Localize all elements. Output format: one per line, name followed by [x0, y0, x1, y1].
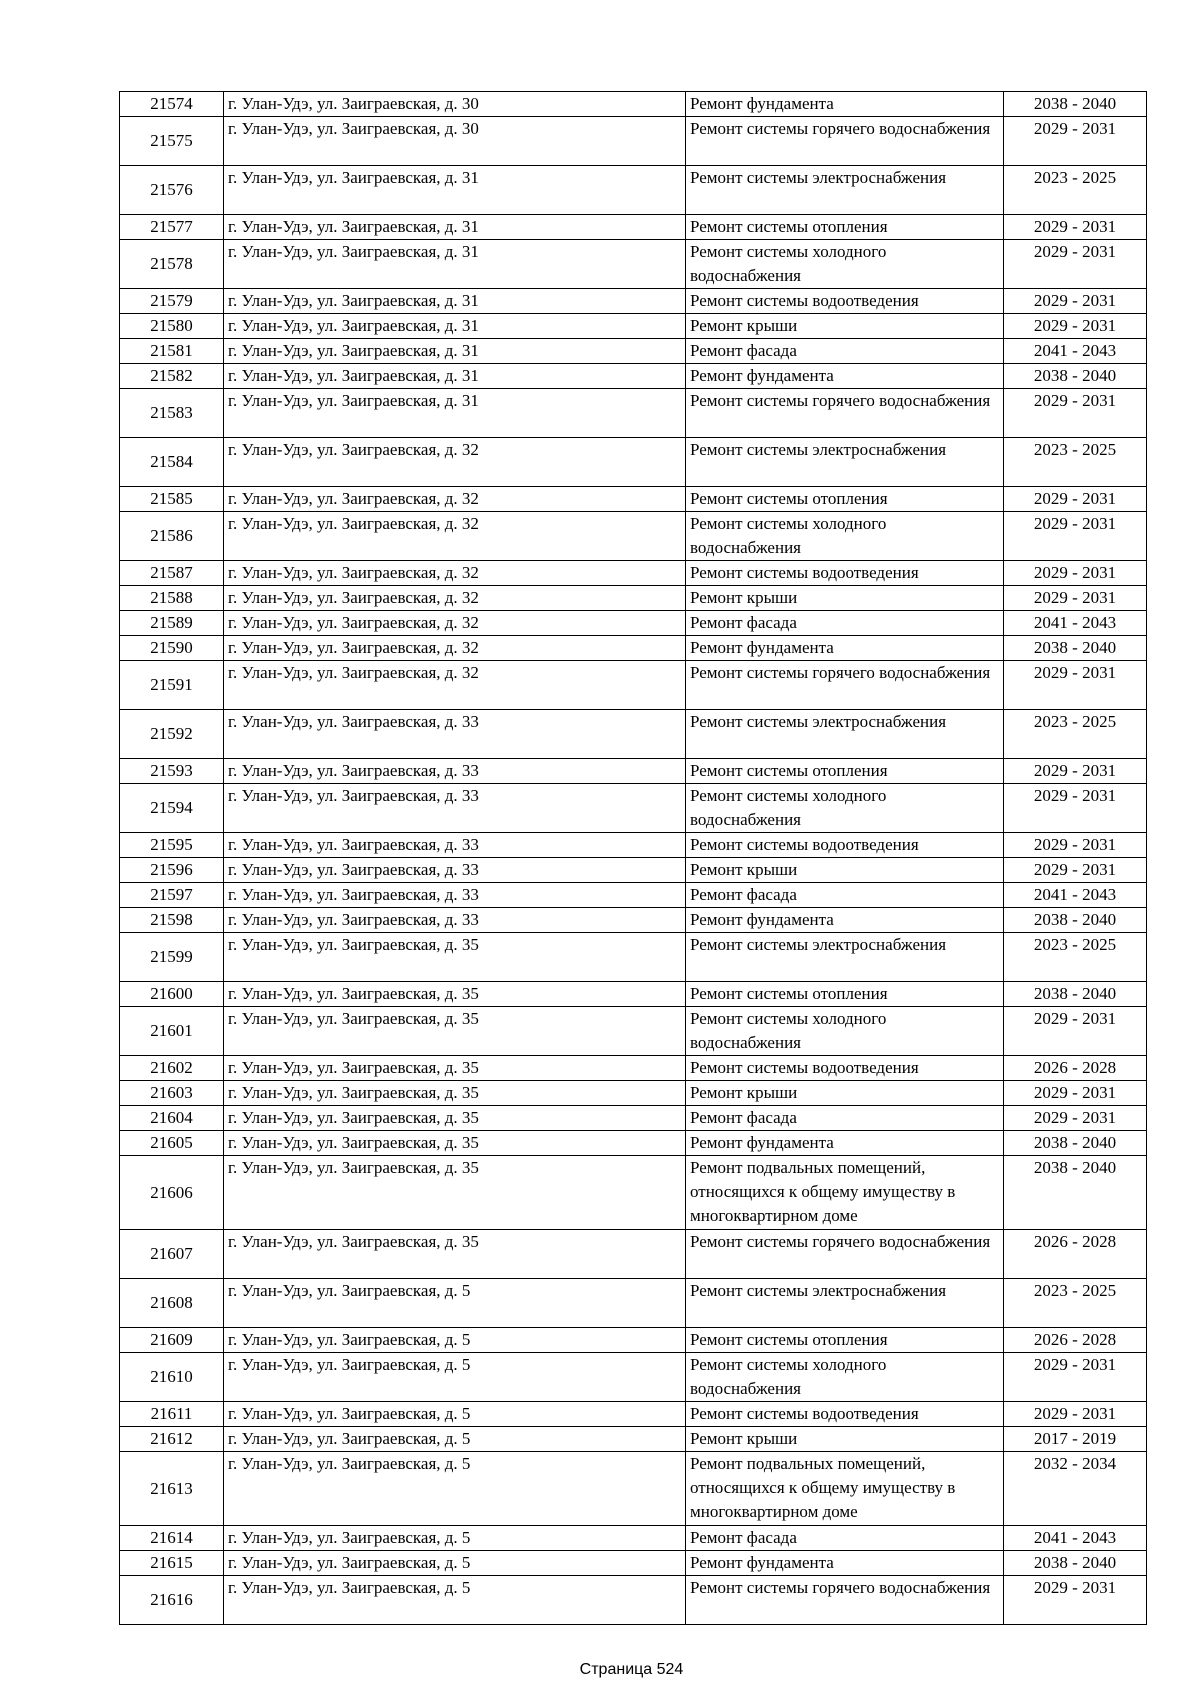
row-number-cell: 21602: [120, 1056, 224, 1081]
work-type-cell: Ремонт системы холодного водоснабжения: [686, 1353, 1004, 1402]
table-row: [120, 1056, 1147, 1081]
row-number-cell: 21612: [120, 1427, 224, 1452]
address-cell: г. Улан-Удэ, ул. Заиграевская, д. 5: [224, 1551, 686, 1576]
work-type-cell: Ремонт системы водоотведения: [686, 1402, 1004, 1427]
work-type-cell: Ремонт системы электроснабжения: [686, 438, 1004, 487]
work-type-cell: Ремонт системы отопления: [686, 982, 1004, 1007]
table-row: [120, 1106, 1147, 1131]
period-cell: 2041 - 2043: [1004, 1526, 1147, 1551]
work-type-cell: Ремонт системы водоотведения: [686, 1056, 1004, 1081]
work-type-cell: Ремонт системы горячего водоснабжения: [686, 1576, 1004, 1625]
address-cell: г. Улан-Удэ, ул. Заиграевская, д. 31: [224, 339, 686, 364]
work-type-cell: Ремонт системы горячего водоснабжения: [686, 117, 1004, 166]
period-cell: 2041 - 2043: [1004, 611, 1147, 636]
address-cell: г. Улан-Удэ, ул. Заиграевская, д. 5: [224, 1353, 686, 1402]
address-cell: г. Улан-Удэ, ул. Заиграевская, д. 35: [224, 933, 686, 982]
work-type-cell: Ремонт системы электроснабжения: [686, 710, 1004, 759]
row-number-cell: 21603: [120, 1081, 224, 1106]
work-type-cell: Ремонт системы электроснабжения: [686, 166, 1004, 215]
row-number-cell: 21615: [120, 1551, 224, 1576]
work-type-cell: Ремонт фундамента: [686, 1551, 1004, 1576]
period-cell: 2029 - 2031: [1004, 759, 1147, 784]
address-cell: г. Улан-Удэ, ул. Заиграевская, д. 5: [224, 1526, 686, 1551]
table-row: [120, 215, 1147, 240]
work-type-cell: Ремонт системы горячего водоснабжения: [686, 389, 1004, 438]
period-cell: 2029 - 2031: [1004, 117, 1147, 166]
table-row: [120, 1230, 1147, 1279]
row-number-cell: 21581: [120, 339, 224, 364]
period-cell: 2029 - 2031: [1004, 561, 1147, 586]
work-type-cell: Ремонт крыши: [686, 1427, 1004, 1452]
row-number-cell: 21609: [120, 1328, 224, 1353]
address-cell: г. Улан-Удэ, ул. Заиграевская, д. 32: [224, 611, 686, 636]
work-type-cell: Ремонт системы водоотведения: [686, 289, 1004, 314]
table-row: [120, 1131, 1147, 1156]
table-row: [120, 512, 1147, 561]
row-number-cell: 21587: [120, 561, 224, 586]
table-row: [120, 908, 1147, 933]
table-row: [120, 1576, 1147, 1625]
period-cell: 2017 - 2019: [1004, 1427, 1147, 1452]
row-number-cell: 21607: [120, 1230, 224, 1279]
table-row: [120, 710, 1147, 759]
work-type-cell: Ремонт фундамента: [686, 1131, 1004, 1156]
period-cell: 2023 - 2025: [1004, 710, 1147, 759]
address-cell: г. Улан-Удэ, ул. Заиграевская, д. 33: [224, 784, 686, 833]
period-cell: 2029 - 2031: [1004, 1007, 1147, 1056]
period-cell: 2026 - 2028: [1004, 1056, 1147, 1081]
work-type-cell: Ремонт системы водоотведения: [686, 833, 1004, 858]
table-row: [120, 1081, 1147, 1106]
period-cell: 2029 - 2031: [1004, 289, 1147, 314]
address-cell: г. Улан-Удэ, ул. Заиграевская, д. 32: [224, 561, 686, 586]
address-cell: г. Улан-Удэ, ул. Заиграевская, д. 31: [224, 240, 686, 289]
row-number-cell: 21577: [120, 215, 224, 240]
period-cell: 2038 - 2040: [1004, 1156, 1147, 1230]
period-cell: 2029 - 2031: [1004, 784, 1147, 833]
row-number-cell: 21606: [120, 1156, 224, 1230]
address-cell: г. Улан-Удэ, ул. Заиграевская, д. 33: [224, 908, 686, 933]
row-number-cell: 21608: [120, 1279, 224, 1328]
table-row: [120, 759, 1147, 784]
work-type-cell: Ремонт системы отопления: [686, 1328, 1004, 1353]
work-type-cell: Ремонт фасада: [686, 339, 1004, 364]
period-cell: 2038 - 2040: [1004, 92, 1147, 117]
row-number-cell: 21595: [120, 833, 224, 858]
row-number-cell: 21582: [120, 364, 224, 389]
work-type-cell: Ремонт подвальных помещений, относящихся к общему имуществу в многоквартирном доме: [686, 1156, 1004, 1230]
table-row: [120, 240, 1147, 289]
address-cell: г. Улан-Удэ, ул. Заиграевская, д. 33: [224, 833, 686, 858]
table-row: [120, 487, 1147, 512]
table-row: [120, 389, 1147, 438]
period-cell: 2029 - 2031: [1004, 1402, 1147, 1427]
address-cell: г. Улан-Удэ, ул. Заиграевская, д. 35: [224, 1156, 686, 1230]
address-cell: г. Улан-Удэ, ул. Заиграевская, д. 31: [224, 215, 686, 240]
address-cell: г. Улан-Удэ, ул. Заиграевская, д. 35: [224, 1056, 686, 1081]
period-cell: 2029 - 2031: [1004, 314, 1147, 339]
work-type-cell: Ремонт фундамента: [686, 636, 1004, 661]
row-number-cell: 21576: [120, 166, 224, 215]
table-row: [120, 364, 1147, 389]
row-number-cell: 21593: [120, 759, 224, 784]
address-cell: г. Улан-Удэ, ул. Заиграевская, д. 33: [224, 858, 686, 883]
work-type-cell: Ремонт системы электроснабжения: [686, 1279, 1004, 1328]
row-number-cell: 21592: [120, 710, 224, 759]
table-row: [120, 339, 1147, 364]
table-row: [120, 1427, 1147, 1452]
table-row: [120, 636, 1147, 661]
table-row: [120, 1551, 1147, 1576]
row-number-cell: 21594: [120, 784, 224, 833]
work-type-cell: Ремонт системы отопления: [686, 215, 1004, 240]
period-cell: 2041 - 2043: [1004, 883, 1147, 908]
period-cell: 2023 - 2025: [1004, 933, 1147, 982]
period-cell: 2029 - 2031: [1004, 1081, 1147, 1106]
table-row: [120, 611, 1147, 636]
table-row: [120, 1353, 1147, 1402]
row-number-cell: 21598: [120, 908, 224, 933]
period-cell: 2023 - 2025: [1004, 1279, 1147, 1328]
row-number-cell: 21601: [120, 1007, 224, 1056]
period-cell: 2038 - 2040: [1004, 1551, 1147, 1576]
table-row: [120, 117, 1147, 166]
period-cell: 2029 - 2031: [1004, 487, 1147, 512]
table-row: [120, 1452, 1147, 1526]
row-number-cell: 21599: [120, 933, 224, 982]
work-type-cell: Ремонт системы холодного водоснабжения: [686, 512, 1004, 561]
period-cell: 2029 - 2031: [1004, 1106, 1147, 1131]
period-cell: 2029 - 2031: [1004, 1576, 1147, 1625]
table-row: [120, 933, 1147, 982]
address-cell: г. Улан-Удэ, ул. Заиграевская, д. 35: [224, 1230, 686, 1279]
address-cell: г. Улан-Удэ, ул. Заиграевская, д. 5: [224, 1402, 686, 1427]
address-cell: г. Улан-Удэ, ул. Заиграевская, д. 5: [224, 1279, 686, 1328]
work-type-cell: Ремонт подвальных помещений, относящихся к общему имуществу в многоквартирном доме: [686, 1452, 1004, 1526]
work-type-cell: Ремонт фундамента: [686, 908, 1004, 933]
table-row: [120, 438, 1147, 487]
period-cell: 2023 - 2025: [1004, 166, 1147, 215]
table-row: [120, 661, 1147, 710]
period-cell: 2029 - 2031: [1004, 215, 1147, 240]
table-row: [120, 1007, 1147, 1056]
work-type-cell: Ремонт фасада: [686, 611, 1004, 636]
work-type-cell: Ремонт системы холодного водоснабжения: [686, 1007, 1004, 1056]
table-row: [120, 1328, 1147, 1353]
table-row: [120, 1402, 1147, 1427]
work-type-cell: Ремонт системы горячего водоснабжения: [686, 661, 1004, 710]
address-cell: г. Улан-Удэ, ул. Заиграевская, д. 30: [224, 92, 686, 117]
row-number-cell: 21588: [120, 586, 224, 611]
row-number-cell: 21613: [120, 1452, 224, 1526]
row-number-cell: 21589: [120, 611, 224, 636]
address-cell: г. Улан-Удэ, ул. Заиграевская, д. 32: [224, 487, 686, 512]
work-type-cell: Ремонт крыши: [686, 586, 1004, 611]
table-row: [120, 883, 1147, 908]
period-cell: 2038 - 2040: [1004, 1131, 1147, 1156]
address-cell: г. Улан-Удэ, ул. Заиграевская, д. 35: [224, 1131, 686, 1156]
row-number-cell: 21605: [120, 1131, 224, 1156]
work-type-cell: Ремонт системы электроснабжения: [686, 933, 1004, 982]
work-type-cell: Ремонт крыши: [686, 314, 1004, 339]
table-row: [120, 982, 1147, 1007]
address-cell: г. Улан-Удэ, ул. Заиграевская, д. 32: [224, 661, 686, 710]
repair-schedule-table: [119, 91, 1147, 1625]
period-cell: 2029 - 2031: [1004, 661, 1147, 710]
row-number-cell: 21600: [120, 982, 224, 1007]
work-type-cell: Ремонт системы холодного водоснабжения: [686, 784, 1004, 833]
address-cell: г. Улан-Удэ, ул. Заиграевская, д. 5: [224, 1427, 686, 1452]
address-cell: г. Улан-Удэ, ул. Заиграевская, д. 5: [224, 1328, 686, 1353]
row-number-cell: 21604: [120, 1106, 224, 1131]
table-row: [120, 1279, 1147, 1328]
period-cell: 2023 - 2025: [1004, 438, 1147, 487]
work-type-cell: Ремонт фасада: [686, 883, 1004, 908]
table-row: [120, 92, 1147, 117]
row-number-cell: 21585: [120, 487, 224, 512]
work-type-cell: Ремонт системы отопления: [686, 487, 1004, 512]
period-cell: 2029 - 2031: [1004, 858, 1147, 883]
row-number-cell: 21579: [120, 289, 224, 314]
address-cell: г. Улан-Удэ, ул. Заиграевская, д. 32: [224, 586, 686, 611]
address-cell: г. Улан-Удэ, ул. Заиграевская, д. 35: [224, 1106, 686, 1131]
work-type-cell: Ремонт фундамента: [686, 92, 1004, 117]
period-cell: 2038 - 2040: [1004, 908, 1147, 933]
address-cell: г. Улан-Удэ, ул. Заиграевская, д. 31: [224, 289, 686, 314]
period-cell: 2041 - 2043: [1004, 339, 1147, 364]
work-type-cell: Ремонт фундамента: [686, 364, 1004, 389]
address-cell: г. Улан-Удэ, ул. Заиграевская, д. 5: [224, 1576, 686, 1625]
table-row: [120, 1156, 1147, 1230]
address-cell: г. Улан-Удэ, ул. Заиграевская, д. 32: [224, 512, 686, 561]
work-type-cell: Ремонт системы отопления: [686, 759, 1004, 784]
period-cell: 2029 - 2031: [1004, 389, 1147, 438]
address-cell: г. Улан-Удэ, ул. Заиграевская, д. 32: [224, 438, 686, 487]
period-cell: 2029 - 2031: [1004, 833, 1147, 858]
period-cell: 2038 - 2040: [1004, 364, 1147, 389]
work-type-cell: Ремонт фасада: [686, 1526, 1004, 1551]
work-type-cell: Ремонт системы горячего водоснабжения: [686, 1230, 1004, 1279]
table-row: [120, 289, 1147, 314]
period-cell: 2029 - 2031: [1004, 512, 1147, 561]
table-row: [120, 858, 1147, 883]
work-type-cell: Ремонт системы водоотведения: [686, 561, 1004, 586]
address-cell: г. Улан-Удэ, ул. Заиграевская, д. 35: [224, 1007, 686, 1056]
row-number-cell: 21574: [120, 92, 224, 117]
row-number-cell: 21586: [120, 512, 224, 561]
table-body: [120, 92, 1147, 1625]
work-type-cell: Ремонт фасада: [686, 1106, 1004, 1131]
work-type-cell: Ремонт системы холодного водоснабжения: [686, 240, 1004, 289]
row-number-cell: 21584: [120, 438, 224, 487]
period-cell: 2038 - 2040: [1004, 982, 1147, 1007]
row-number-cell: 21611: [120, 1402, 224, 1427]
period-cell: 2026 - 2028: [1004, 1328, 1147, 1353]
address-cell: г. Улан-Удэ, ул. Заиграевская, д. 30: [224, 117, 686, 166]
row-number-cell: 21610: [120, 1353, 224, 1402]
period-cell: 2026 - 2028: [1004, 1230, 1147, 1279]
table-row: [120, 1526, 1147, 1551]
table-row: [120, 586, 1147, 611]
address-cell: г. Улан-Удэ, ул. Заиграевская, д. 33: [224, 883, 686, 908]
row-number-cell: 21578: [120, 240, 224, 289]
table-row: [120, 833, 1147, 858]
row-number-cell: 21596: [120, 858, 224, 883]
address-cell: г. Улан-Удэ, ул. Заиграевская, д. 31: [224, 364, 686, 389]
table-row: [120, 561, 1147, 586]
row-number-cell: 21597: [120, 883, 224, 908]
address-cell: г. Улан-Удэ, ул. Заиграевская, д. 31: [224, 166, 686, 215]
work-type-cell: Ремонт крыши: [686, 858, 1004, 883]
period-cell: 2029 - 2031: [1004, 586, 1147, 611]
row-number-cell: 21583: [120, 389, 224, 438]
address-cell: г. Улан-Удэ, ул. Заиграевская, д. 31: [224, 389, 686, 438]
table-row: [120, 784, 1147, 833]
table-row: [120, 166, 1147, 215]
row-number-cell: 21614: [120, 1526, 224, 1551]
address-cell: г. Улан-Удэ, ул. Заиграевская, д. 32: [224, 636, 686, 661]
row-number-cell: 21575: [120, 117, 224, 166]
period-cell: 2038 - 2040: [1004, 636, 1147, 661]
row-number-cell: 21591: [120, 661, 224, 710]
address-cell: г. Улан-Удэ, ул. Заиграевская, д. 33: [224, 759, 686, 784]
period-cell: 2032 - 2034: [1004, 1452, 1147, 1526]
page-number: Страница 524: [579, 1661, 684, 1678]
address-cell: г. Улан-Удэ, ул. Заиграевская, д. 5: [224, 1452, 686, 1526]
period-cell: 2029 - 2031: [1004, 240, 1147, 289]
address-cell: г. Улан-Удэ, ул. Заиграевская, д. 35: [224, 982, 686, 1007]
row-number-cell: 21580: [120, 314, 224, 339]
row-number-cell: 21590: [120, 636, 224, 661]
work-type-cell: Ремонт крыши: [686, 1081, 1004, 1106]
address-cell: г. Улан-Удэ, ул. Заиграевская, д. 33: [224, 710, 686, 759]
address-cell: г. Улан-Удэ, ул. Заиграевская, д. 31: [224, 314, 686, 339]
period-cell: 2029 - 2031: [1004, 1353, 1147, 1402]
row-number-cell: 21616: [120, 1576, 224, 1625]
address-cell: г. Улан-Удэ, ул. Заиграевская, д. 35: [224, 1081, 686, 1106]
table-row: [120, 314, 1147, 339]
